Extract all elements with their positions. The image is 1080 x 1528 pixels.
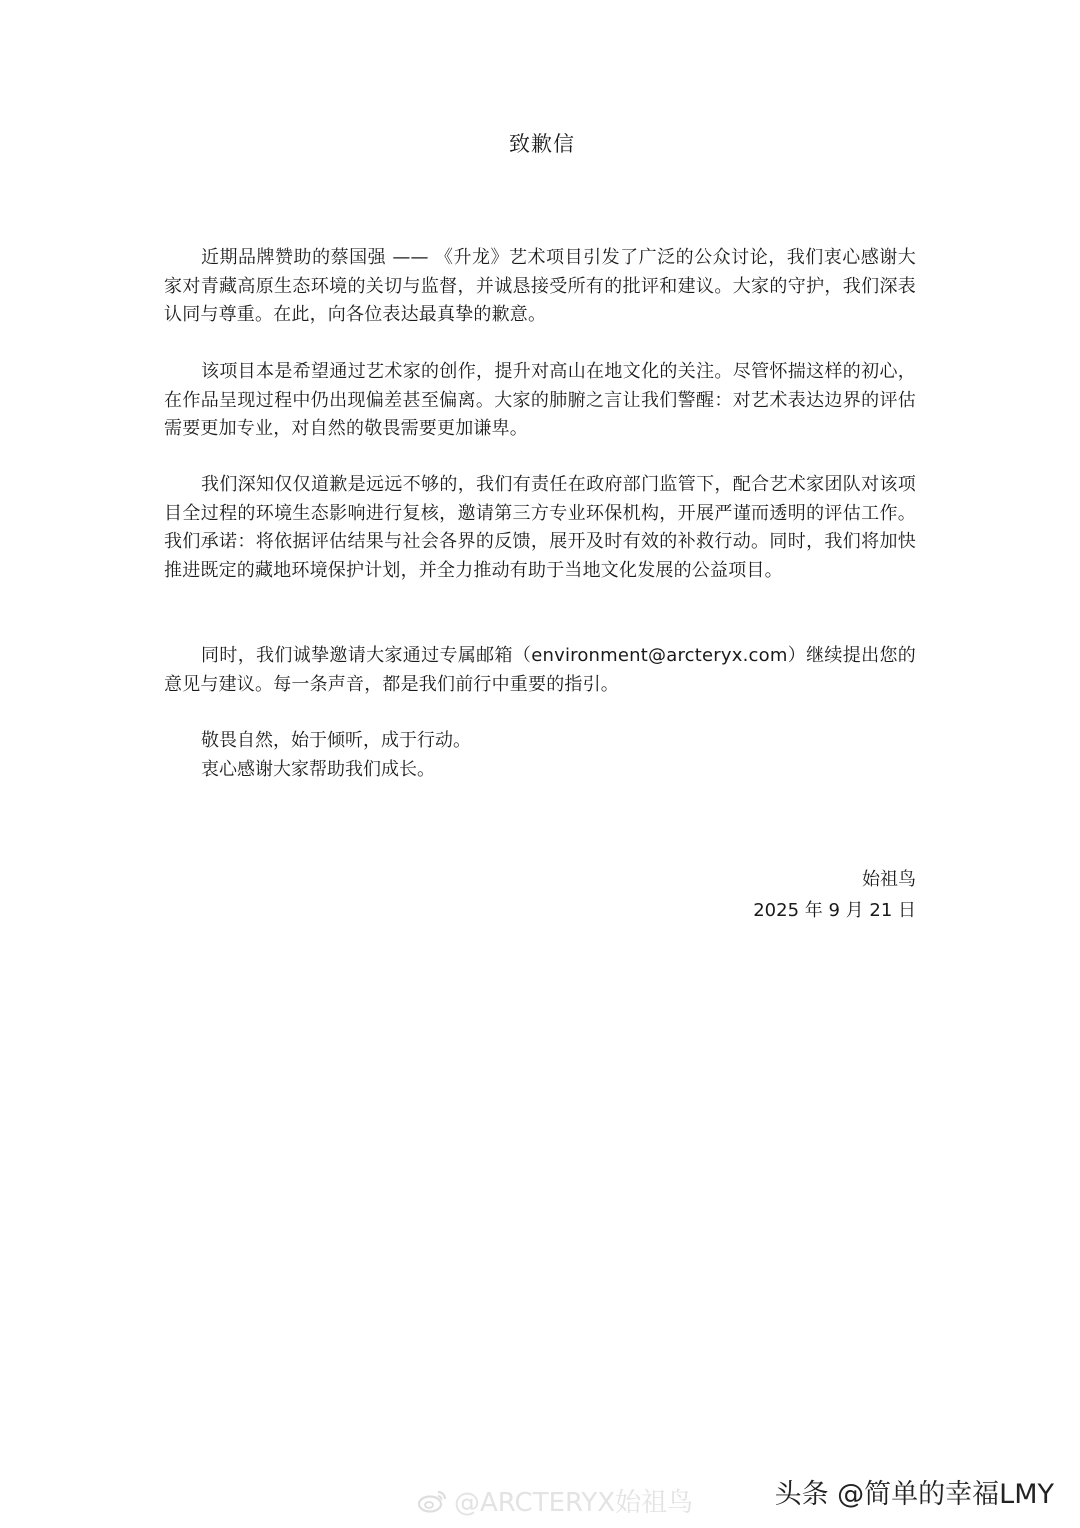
paragraph-3: 我们深知仅仅道歉是远远不够的，我们有责任在政府部门监管下，配合艺术家团队对该项目全过程的环境生态影响进行复核，邀请第三方专业环保机构，开展严谨而透明的评估工作。我们承诺：将依据评估结果与社会各界的反馈，展开及时有效的补救行动。同时，我们将加快推进既定的藏地环境保护计划，并全力推动有助于当地文化发展的公益项目。 (164, 474, 916, 581)
closing-line-2: 衷心感谢大家帮助我们成长。 (201, 759, 435, 780)
closing-line-1: 敬畏自然，始于倾听，成于行动。 (201, 730, 471, 751)
weibo-icon (418, 1489, 448, 1513)
paragraph-1: 近期品牌赞助的蔡国强 —— 《升龙》艺术项目引发了广泛的公众讨论，我们衷心感谢大家对青藏高原生态环境的关切与监督，并诚恳接受所有的批评和建议。大家的守护，我们深表认同与尊重。在此，向各位表达最真挚的歉意。 (164, 247, 916, 325)
letter-date: 2025 年 9 月 21 日 (753, 900, 916, 921)
weibo-watermark (418, 1482, 693, 1519)
signature: 始祖鸟 (862, 869, 916, 890)
paragraph-2: 该项目本是希望通过艺术家的创作，提升对高山在地文化的关注。尽管怀揣这样的初心，在作品呈现过程中仍出现偏差甚至偏离。大家的肺腑之言让我们警醒：对艺术表达边界的评估需要更加专业，对自然的敬畏需要更加谦卑。 (164, 361, 916, 439)
letter-title: 致歉信 (509, 132, 575, 156)
paragraph-4: 同时，我们诚挚邀请大家通过专属邮箱（environment@arcteryx.com）继续提出您的意见与建议。每一条声音，都是我们前行中重要的指引。 (164, 645, 916, 695)
toutiao-watermark: 头条 @简单的幸福LMY (774, 1479, 1054, 1510)
weibo-watermark-text: @ARCTERYX始祖鸟 (454, 1488, 694, 1518)
